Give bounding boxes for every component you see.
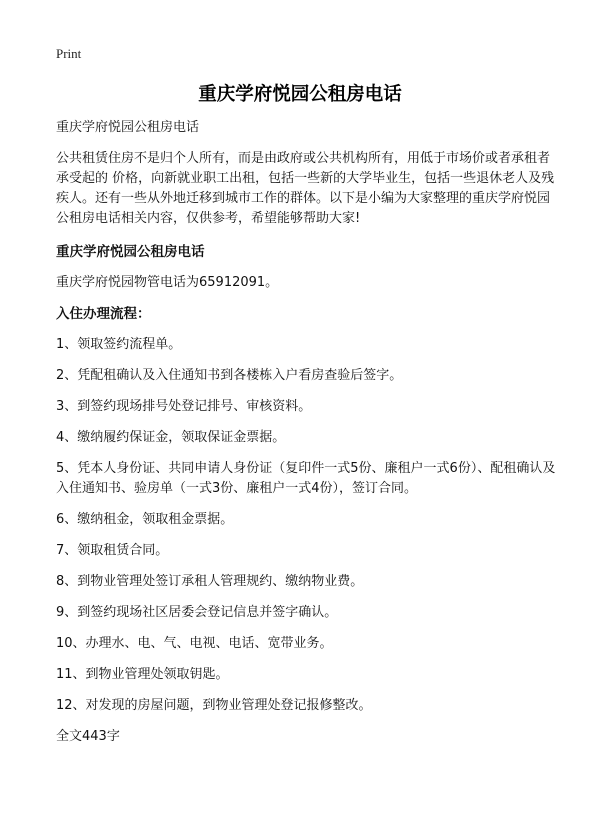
phone-paragraph: 重庆学府悦园物管电话为65912091。 xyxy=(56,275,279,290)
process-step: 3、到签约现场排号处登记排号、审核资料。 xyxy=(56,399,312,414)
page-title: 重庆学府悦园公租房电话 xyxy=(198,84,402,105)
article-subtitle: 重庆学府悦园公租房电话 xyxy=(56,120,200,135)
process-step: 7、领取租赁合同。 xyxy=(56,543,169,558)
intro-paragraph: 公共租赁住房不是归个人所有，而是由政府或公共机构所有，用低于市场价或者承租者承受起的 价格，向新就业职工出租，包括一些新的大学毕业生，包括一些退休老人及残疾人。还有一些从外地迁移到城市工作的群体。以下是小编为大家整理的重庆学府悦园公租房电话相关内容，仅供参考，希望能够帮助大家! xyxy=(56,151,555,226)
word-count: 全文443字 xyxy=(56,729,120,744)
process-step: 12、对发现的房屋问题，到物业管理处登记报修整改。 xyxy=(56,698,372,713)
process-step: 1、领取签约流程单。 xyxy=(56,337,182,352)
process-step: 5、凭本人身份证、共同申请人身份证（复印件一式5份、廉租户一式6份）、配租确认及入住通知书、验房单（一式3份、廉租户一式4份），签订合同。 xyxy=(56,461,556,496)
section-heading-phone: 重庆学府悦园公租房电话 xyxy=(56,244,205,260)
process-step: 9、到签约现场社区居委会登记信息并签字确认。 xyxy=(56,605,338,620)
process-step: 2、凭配租确认及入住通知书到各楼栋入户看房查验后签字。 xyxy=(56,368,403,383)
section-heading-process: 入住办理流程： xyxy=(56,306,151,322)
print-link[interactable]: Print xyxy=(56,46,82,61)
article-body xyxy=(56,118,556,758)
process-step: 11、到物业管理处领取钥匙。 xyxy=(56,667,229,682)
process-step: 10、办理水、电、气、电视、电话、宽带业务。 xyxy=(56,636,333,651)
process-step: 6、缴纳租金，领取租金票据。 xyxy=(56,512,234,527)
process-step: 8、到物业管理处签订承租人管理规约、缴纳物业费。 xyxy=(56,574,364,589)
process-step: 4、缴纳履约保证金，领取保证金票据。 xyxy=(56,430,286,445)
